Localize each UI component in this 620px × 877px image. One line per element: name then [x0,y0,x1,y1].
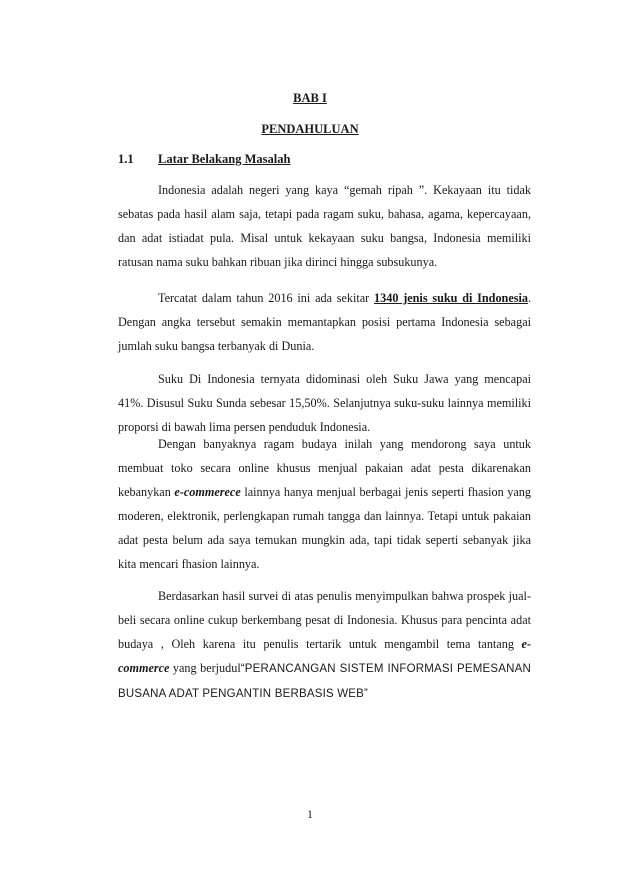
paragraph-4-text-b: lainnya hanya menjual berbagai jenis seperti fhasion yang moderen, elektronik, perlengkapan rumah tangga dan lainnya. Tetapi untuk pakaian adat pesta belum ada saya temukan mungkin ada, tapi tidak seperti sebanyak jika kita mencari fhasion lainnya. [118,485,531,571]
page-number: 1 [307,809,313,821]
paragraph-2 [118,286,531,358]
chapter-subtitle: PENDAHULUAN [261,122,359,136]
paragraph-2-text-b: . Dengan angka tersebut semakin memantapkan posisi pertama Indonesia sebagai jumlah suku bangsa terbanyak di Dunia. [118,291,531,353]
paragraph-1-text: Indonesia adalah negeri yang kaya “gemah ripah ”. Kekayaan itu tidak sebatas pada hasil alam saja, tetapi pada ragam suku, bahasa, agama, kepercayaan, dan adat istiadat pula. Misal untuk kekayaan suku bangsa, Indonesia memiliki ratusan nama suku bahkan ribuan jika dirinci hingga subsukunya. [118,183,531,269]
paragraph-3-text: Suku Di Indonesia ternyata didominasi oleh Suku Jawa yang mencapai 41%. Disusul Suku Sunda sebesar 15,50%. Selanjutnya suku-suku lainnya memiliki proporsi di bawah lima persen penduduk Indonesia. [118,372,531,434]
paragraph-1 [118,178,531,274]
paragraph-2-text-a: Tercatat dalam tahun 2016 ini ada sekitar [158,291,375,305]
paragraph-5-text-a: Berdasarkan hasil survei di atas penulis menyimpulkan bahwa prospek jual-beli secara online cukup berkembang pesat di Indonesia. Khusus para pencinta adat budaya , Oleh karena itu penulis tertarik untuk mengambil tema tantang [118,589,531,651]
section-title: Latar Belakang Masalah [158,152,291,166]
section-heading [118,152,290,167]
thesis-title: “PERANCANGAN SISTEM INFORMASI PEMESANAN BUSANA ADAT PENGANTIN BERBASIS WEB” [118,663,531,700]
chapter-title: BAB I [293,91,327,105]
paragraph-3 [118,367,531,439]
paragraph-5 [118,584,531,706]
paragraph-4-text-a: Dengan banyaknya ragam budaya inilah yang mendorong saya untuk membuat toko secara online khusus menjual pakaian adat pesta dikarenakan kebanykan [118,437,531,499]
paragraph-5-emphasis: e-commerce [118,637,531,675]
paragraph-2-bold: 1340 jenis suku di Indonesia [374,291,528,305]
paragraph-5-text-b: yang berjudul [169,661,241,675]
paragraph-4 [118,432,531,576]
section-number: 1.1 [118,152,134,166]
paragraph-4-emphasis: e-commerece [174,485,241,499]
